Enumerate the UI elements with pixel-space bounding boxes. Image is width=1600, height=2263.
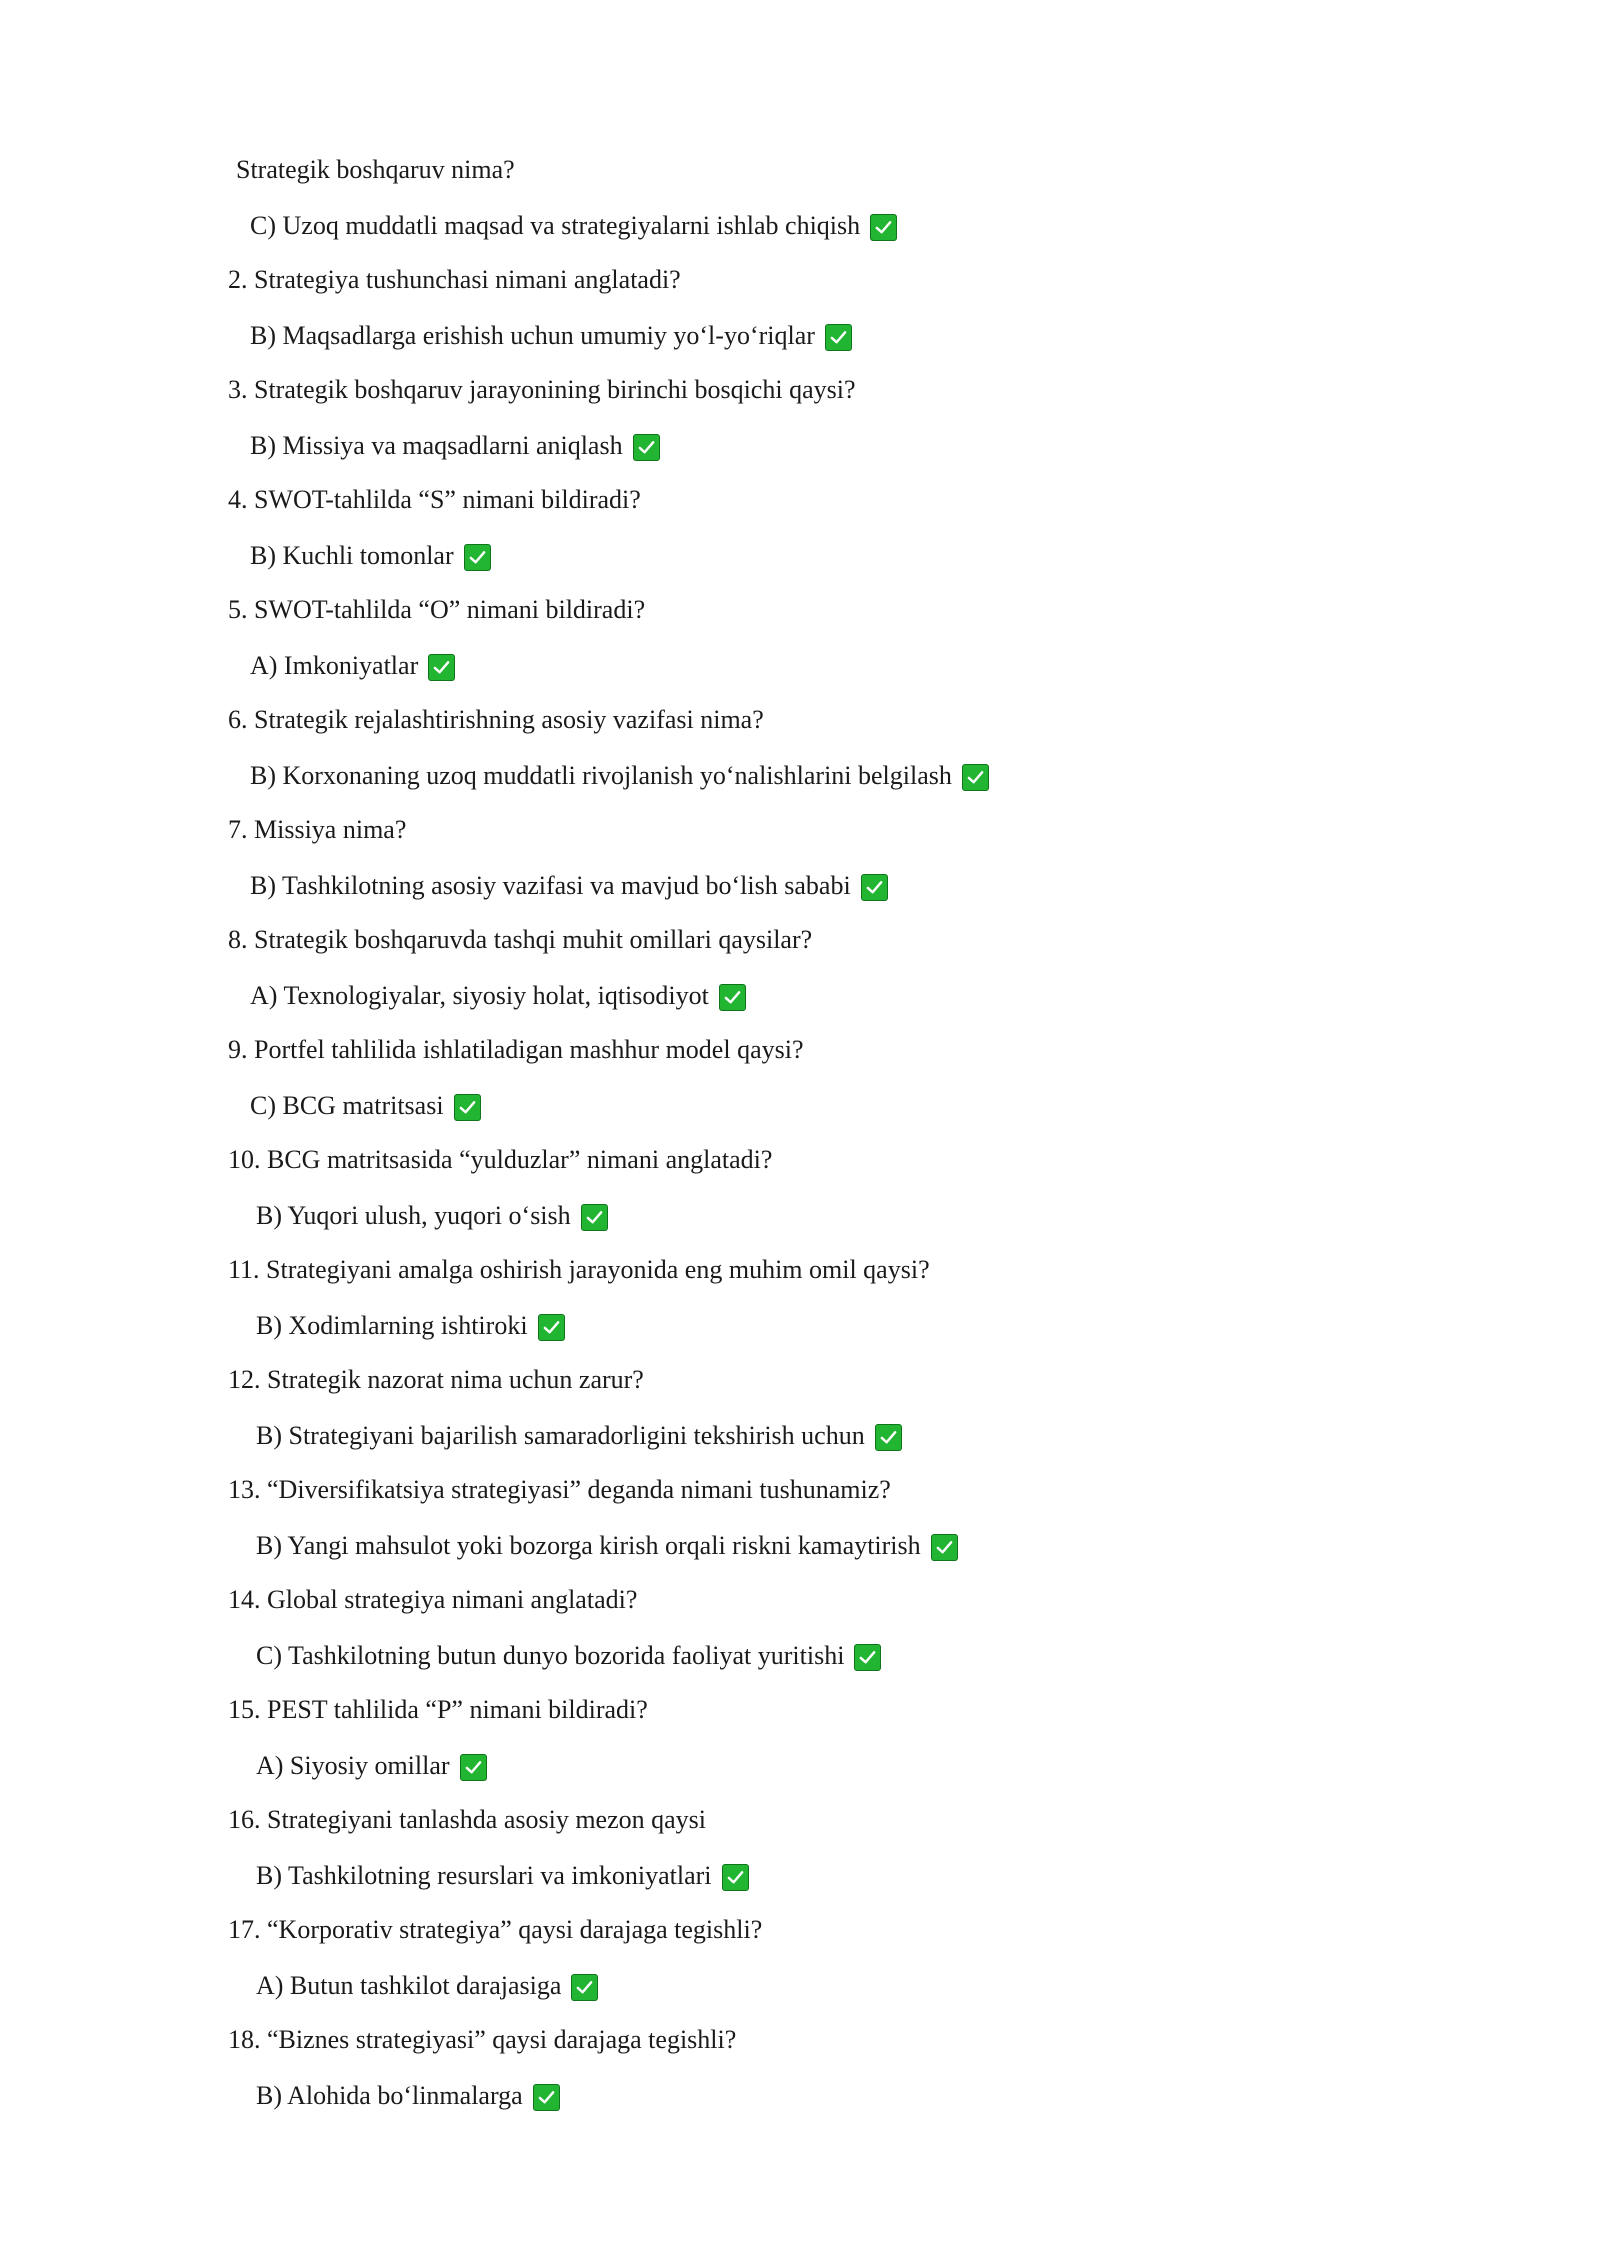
answer-line <box>256 1416 902 1456</box>
check-mark-icon <box>719 984 746 1011</box>
answer-text: B) Kuchli tomonlar <box>250 541 454 570</box>
check-mark-icon <box>825 324 852 351</box>
answer-text: C) Tashkilotning butun dunyo bozorida faoliyat yuritishi <box>256 1641 845 1670</box>
question-text: 16. Strategiyani tanlashda asosiy mezon qaysi <box>228 1805 707 1834</box>
question-text: 2. Strategiya tushunchasi nimani anglatadi? <box>228 265 681 294</box>
answer-line <box>256 2076 560 2116</box>
answer-text: B) Missiya va maqsadlarni aniqlash <box>250 431 623 460</box>
answer-line <box>256 1856 749 1896</box>
qa-item <box>228 2020 1428 2130</box>
qa-item <box>228 1030 1428 1140</box>
check-mark-icon <box>633 434 660 461</box>
answer-text: A) Butun tashkilot darajasiga <box>256 1971 562 2000</box>
question-text: 15. PEST tahlilida “P” nimani bildiradi? <box>228 1695 648 1724</box>
check-mark-icon <box>854 1644 881 1671</box>
question-text: 8. Strategik boshqaruvda tashqi muhit omillari qaysilar? <box>228 925 813 954</box>
qa-item <box>228 1580 1428 1690</box>
answer-text: A) Texnologiyalar, siyosiy holat, iqtisodiyot <box>250 981 709 1010</box>
check-mark-icon <box>875 1424 902 1451</box>
answer-line <box>250 316 852 356</box>
answer-text: B) Yuqori ulush, yuqori o‘sish <box>256 1201 571 1230</box>
question-text: 13. “Diversifikatsiya strategiyasi” deganda nimani tushunamiz? <box>228 1475 891 1504</box>
check-mark-icon <box>460 1754 487 1781</box>
qa-item <box>228 1690 1428 1800</box>
question-text: 12. Strategik nazorat nima uchun zarur? <box>228 1365 644 1394</box>
question-text: 17. “Korporativ strategiya” qaysi darajaga tegishli? <box>228 1915 763 1944</box>
qa-item <box>228 590 1428 700</box>
question-text: 18. “Biznes strategiyasi” qaysi darajaga tegishli? <box>228 2025 737 2054</box>
answer-text: A) Imkoniyatlar <box>250 651 419 680</box>
check-mark-icon <box>571 1974 598 2001</box>
answer-text: B) Tashkilotning asosiy vazifasi va mavjud bo‘lish sababi <box>250 871 851 900</box>
qa-item <box>228 480 1428 590</box>
qa-item <box>228 370 1428 480</box>
qa-item <box>228 810 1428 920</box>
answer-line <box>250 976 746 1016</box>
answer-line <box>256 1196 608 1236</box>
question-text: Strategik boshqaruv nima? <box>236 155 515 184</box>
check-mark-icon <box>931 1534 958 1561</box>
question-text: 6. Strategik rejalashtirishning asosiy vazifasi nima? <box>228 705 764 734</box>
qa-item <box>228 1360 1428 1470</box>
qa-list <box>228 150 1428 2130</box>
answer-line <box>250 756 989 796</box>
answer-text: B) Korxonaning uzoq muddatli rivojlanish yo‘nalishlarini belgilash <box>250 761 952 790</box>
check-mark-icon <box>861 874 888 901</box>
check-mark-icon <box>722 1864 749 1891</box>
answer-line <box>250 1086 481 1126</box>
answer-text: B) Xodimlarning ishtiroki <box>256 1311 528 1340</box>
question-text: 14. Global strategiya nimani anglatadi? <box>228 1585 638 1614</box>
check-mark-icon <box>538 1314 565 1341</box>
answer-text: B) Yangi mahsulot yoki bozorga kirish orqali riskni kamaytirish <box>256 1531 921 1560</box>
question-text: 7. Missiya nima? <box>228 815 407 844</box>
question-text: 5. SWOT-tahlilda “O” nimani bildiradi? <box>228 595 646 624</box>
answer-line <box>250 536 491 576</box>
check-mark-icon <box>581 1204 608 1231</box>
question-text: 9. Portfel tahlilida ishlatiladigan mashhur model qaysi? <box>228 1035 804 1064</box>
check-mark-icon <box>464 544 491 571</box>
answer-line <box>256 1306 565 1346</box>
answer-text: C) BCG matritsasi <box>250 1091 444 1120</box>
qa-item <box>228 1250 1428 1360</box>
check-mark-icon <box>428 654 455 681</box>
answer-line <box>256 1966 598 2006</box>
answer-text: C) Uzoq muddatli maqsad va strategiyalarni ishlab chiqish <box>250 211 861 240</box>
qa-item <box>228 150 1428 260</box>
check-mark-icon <box>533 2084 560 2111</box>
question-text: 10. BCG matritsasida “yulduzlar” nimani anglatadi? <box>228 1145 773 1174</box>
answer-line <box>250 426 660 466</box>
answer-line <box>250 866 888 906</box>
answer-line <box>256 1746 487 1786</box>
answer-line <box>250 206 897 246</box>
answer-text: B) Tashkilotning resurslari va imkoniyatlari <box>256 1861 712 1890</box>
check-mark-icon <box>870 214 897 241</box>
answer-line <box>250 646 455 686</box>
qa-item <box>228 1910 1428 2020</box>
qa-item <box>228 1800 1428 1910</box>
question-text: 11. Strategiyani amalga oshirish jarayonida eng muhim omil qaysi? <box>228 1255 930 1284</box>
answer-text: B) Alohida bo‘linmalarga <box>256 2081 523 2110</box>
qa-item <box>228 700 1428 810</box>
qa-item <box>228 920 1428 1030</box>
answer-line <box>256 1636 881 1676</box>
answer-line <box>256 1526 958 1566</box>
qa-item <box>228 1140 1428 1250</box>
qa-item <box>228 1470 1428 1580</box>
qa-item <box>228 260 1428 370</box>
question-text: 3. Strategik boshqaruv jarayonining birinchi bosqichi qaysi? <box>228 375 856 404</box>
answer-text: A) Siyosiy omillar <box>256 1751 450 1780</box>
question-text: 4. SWOT-tahlilda “S” nimani bildiradi? <box>228 485 641 514</box>
check-mark-icon <box>454 1094 481 1121</box>
answer-text: B) Strategiyani bajarilish samaradorligini tekshirish uchun <box>256 1421 865 1450</box>
answer-text: B) Maqsadlarga erishish uchun umumiy yo‘l-yo‘riqlar <box>250 321 815 350</box>
check-mark-icon <box>962 764 989 791</box>
